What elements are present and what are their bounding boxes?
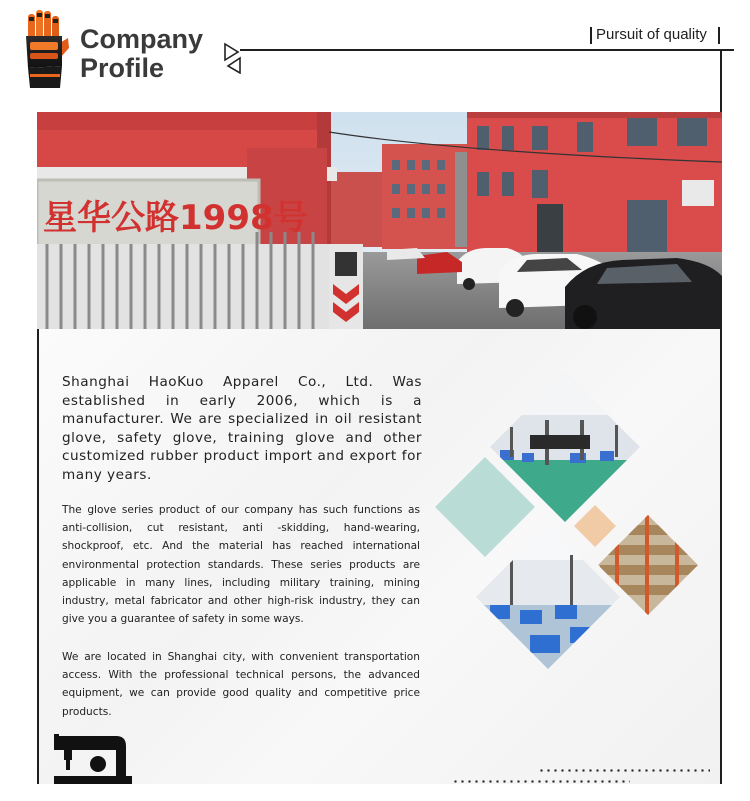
- location-paragraph: We are located in Shanghai city, with convenient transportation access. With the professional technical persons, the advanced equipment, we can provide good quality and competitive price products.: [62, 651, 420, 718]
- dotted-line-upper: [538, 769, 710, 772]
- tagline-tick: [718, 27, 720, 44]
- tagline-bar: [590, 27, 592, 44]
- tagline: Pursuit of quality: [596, 26, 707, 43]
- double-arrow-icon: [222, 42, 244, 74]
- factory-photo-collage: [430, 365, 720, 685]
- title-line-2: Profile: [80, 53, 165, 83]
- peach-diamond: [574, 505, 616, 547]
- street-sign-text: 星华公路1998号: [43, 198, 308, 238]
- factory-street-photo: [37, 112, 722, 329]
- intro-lead-text: Shanghai HaoKuo Apparel Co., Ltd. Was established in early 2006, which is a manufacturer. We are specialized in oil resistant glove, safety glove, training glove and other customized rubber product import and export for many years.: [62, 374, 422, 483]
- dotted-line-lower: [452, 780, 630, 783]
- product-functions-paragraph: The glove series product of our company has such functions as anti-collision, cut resistant, anti -skidding, hand-wearing, shockproof, etc. And the material has reached international environmental protection standards. These series products are applicable in many lines, including military training, mining industry, metal fabricator and other high-risk industry, they can give you a guarantee of safety in some ways.: [62, 504, 420, 626]
- glove-icon: [18, 8, 70, 90]
- sewing-machine-icon: [52, 732, 132, 784]
- title-line-1: Company: [80, 24, 204, 54]
- header-rule: [240, 49, 734, 51]
- page-title: [80, 25, 203, 83]
